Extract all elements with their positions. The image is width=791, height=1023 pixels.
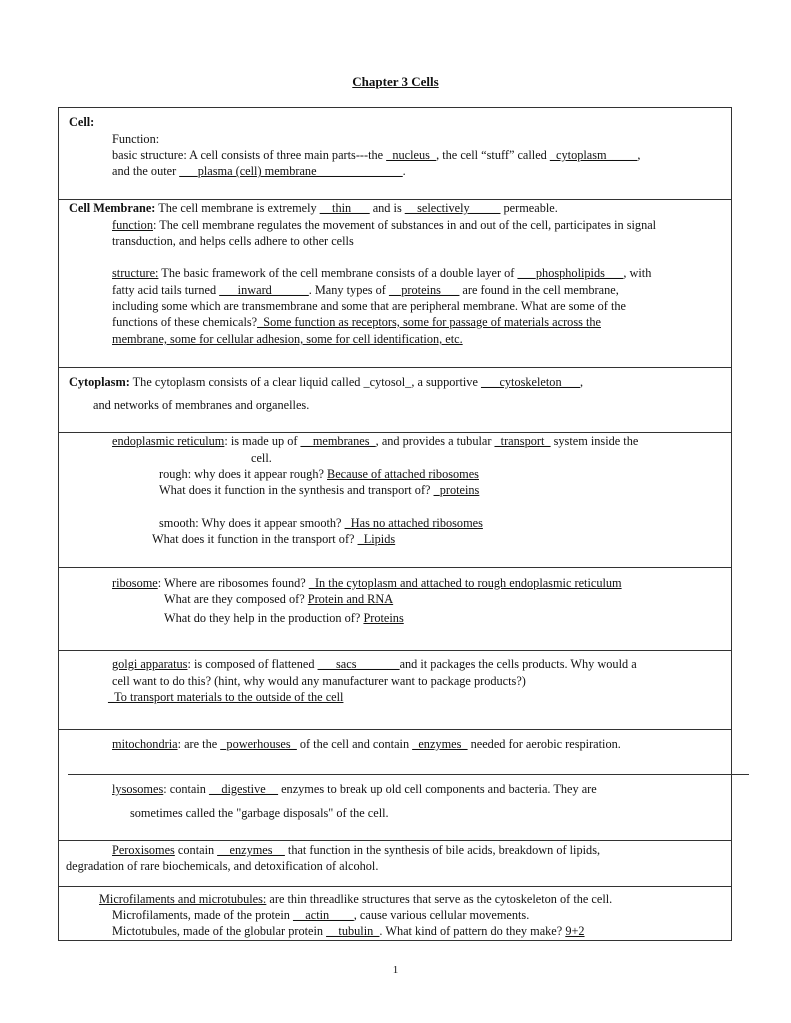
answer-enzymes: _enzymes_ bbox=[412, 737, 468, 751]
text: . Many types of bbox=[308, 283, 389, 297]
function-word: function bbox=[112, 218, 153, 232]
text: basic structure: A cell consists of three main parts---the bbox=[112, 148, 387, 162]
membrane-function-line bbox=[112, 217, 656, 233]
microtubules-line bbox=[112, 923, 585, 939]
text: Mictotubules, made of the globular protein bbox=[112, 924, 327, 938]
golgi-line-2: cell want to do this? (hint, why would any manufacturer want to package products?) bbox=[112, 674, 526, 688]
text: Microfilaments, made of the protein bbox=[112, 908, 293, 922]
text: : is composed of flattened bbox=[187, 657, 318, 671]
text: fatty acid tails turned bbox=[112, 283, 220, 297]
golgi-line bbox=[112, 656, 637, 672]
answer-tubulin: __tubulin_ bbox=[326, 924, 380, 938]
cell-membrane-line bbox=[69, 200, 558, 216]
answer-pattern: 9+2 bbox=[565, 924, 585, 938]
row-divider bbox=[58, 367, 732, 368]
text: contain bbox=[174, 843, 218, 857]
text: . What kind of pattern do they make? bbox=[379, 924, 566, 938]
microfilaments-actin-line bbox=[112, 907, 529, 923]
text: and it packages the cells products. Why would a bbox=[399, 657, 637, 671]
ribosome-composed-line bbox=[164, 591, 393, 607]
lysosomes-name: lysosomes bbox=[112, 782, 164, 796]
er-rough-line bbox=[159, 466, 479, 482]
page-number: 1 bbox=[392, 964, 399, 976]
answer-inward: ___inward______ bbox=[219, 283, 309, 297]
text: : is made up of bbox=[224, 434, 301, 448]
answer-smooth: _Has no attached ribosomes bbox=[344, 516, 483, 530]
text: functions of these chemicals? bbox=[112, 315, 258, 329]
text: , the cell “stuff” called bbox=[436, 148, 550, 162]
answer-sacs: ___sacs_______ bbox=[317, 657, 400, 671]
text: , and provides a tubular bbox=[375, 434, 495, 448]
row-divider bbox=[58, 650, 732, 651]
membrane-tails-line bbox=[112, 282, 619, 298]
er-line bbox=[112, 433, 725, 449]
golgi-name: golgi apparatus bbox=[112, 657, 188, 671]
answer-cytoplasm: _cytoplasm_____ bbox=[549, 148, 638, 162]
ribosome-name: ribosome bbox=[112, 576, 158, 590]
text: and the outer bbox=[112, 164, 180, 178]
cytoplasm-line-2: and networks of membranes and organelles. bbox=[93, 398, 310, 412]
answer-functions-2: membrane, some for cellular adhesion, some for cell identification, etc. bbox=[112, 332, 463, 346]
text: The basic framework of the cell membrane consists of a double layer of bbox=[158, 266, 518, 280]
text: needed for aerobic respiration. bbox=[467, 737, 621, 751]
answer-functions: _Some function as receptors, some for passage of materials across the bbox=[257, 315, 601, 329]
text: What are they composed of? bbox=[164, 592, 308, 606]
answer-membranes: __membranes_ bbox=[300, 434, 376, 448]
text: , with bbox=[623, 266, 652, 280]
answer-rough: Because of attached ribosomes bbox=[327, 467, 479, 481]
page-title: Chapter 3 Cells bbox=[352, 74, 439, 89]
mitochondria-line bbox=[112, 736, 621, 752]
cell-membrane-heading: Cell Membrane: bbox=[69, 201, 156, 215]
answer-membrane: ___plasma (cell) membrane______________ bbox=[179, 164, 403, 178]
row-divider bbox=[58, 567, 732, 568]
answer-peroxisome-enzymes: __enzymes__ bbox=[217, 843, 285, 857]
answer-nucleus: _nucleus_ bbox=[386, 148, 437, 162]
microfilaments-name: Microfilaments and microtubules: bbox=[99, 892, 267, 906]
text: What does it function in the synthesis and transport of? bbox=[159, 483, 434, 497]
text: The cytoplasm consists of a clear liquid called _cytosol_, a supportive bbox=[129, 375, 481, 389]
answer-selectively: __selectively_____ bbox=[404, 201, 501, 215]
peroxisomes-line bbox=[112, 842, 600, 858]
text: : contain bbox=[163, 782, 210, 796]
text: rough: why does it appear rough? bbox=[159, 467, 328, 481]
text: , bbox=[637, 148, 641, 162]
text: . bbox=[402, 164, 406, 178]
text: permeable. bbox=[500, 201, 558, 215]
answer-smooth-function: _Lipids bbox=[357, 532, 396, 546]
answer-cytoskeleton: ___cytoskeleton___ bbox=[481, 375, 581, 389]
text: : Where are ribosomes found? bbox=[157, 576, 309, 590]
er-smooth-line bbox=[159, 515, 483, 531]
answer-powerhouses: _powerhouses_ bbox=[220, 737, 297, 751]
row-divider bbox=[58, 729, 732, 730]
answer-phospholipids: ___phospholipids___ bbox=[517, 266, 624, 280]
answer-transport: _transport_ bbox=[494, 434, 551, 448]
row-divider bbox=[68, 774, 749, 775]
answer-ribosome-composition: Protein and RNA bbox=[307, 592, 394, 606]
membrane-structure-line bbox=[112, 265, 651, 281]
answer-thin: __thin___ bbox=[319, 201, 370, 215]
text: What does it function in the transport of? bbox=[152, 532, 358, 546]
answer-ribosome-location: _In the cytoplasm and attached to rough endoplasmic reticulum bbox=[308, 576, 622, 590]
table-top-border bbox=[58, 107, 732, 108]
text: that function in the synthesis of bile acids, breakdown of lipids, bbox=[284, 843, 601, 857]
text: , cause various cellular movements. bbox=[353, 908, 530, 922]
ribosome-production-line bbox=[164, 610, 404, 626]
text: enzymes to break up old cell components and bacteria. They are bbox=[278, 782, 597, 796]
answer-golgi: _To transport materials to the outside of the cell bbox=[108, 690, 344, 704]
text: The cell membrane is extremely bbox=[155, 201, 320, 215]
text: are thin threadlike structures that serve as the cytoskeleton of the cell. bbox=[266, 892, 613, 906]
microfilaments-line bbox=[99, 891, 612, 907]
peroxisomes-line-2: degradation of rare biochemicals, and detoxification of alcohol. bbox=[66, 859, 379, 873]
structure-word: structure: bbox=[112, 266, 159, 280]
lysosomes-line bbox=[112, 781, 597, 797]
text: smooth: Why does it appear smooth? bbox=[159, 516, 345, 530]
text: of the cell and contain bbox=[296, 737, 413, 751]
answer-ribosome-production: Proteins bbox=[363, 611, 404, 625]
cell-function-label: Function: bbox=[112, 132, 160, 146]
er-smooth-function-line bbox=[152, 531, 395, 547]
text: : The cell membrane regulates the movement of substances in and out of the cell, participates in signal bbox=[152, 218, 657, 232]
er-rough-function-line bbox=[159, 482, 479, 498]
cytoplasm-heading: Cytoplasm: bbox=[69, 375, 130, 389]
text: are found in the cell membrane, bbox=[459, 283, 619, 297]
cell-heading: Cell: bbox=[69, 115, 95, 129]
text: : are the bbox=[177, 737, 221, 751]
row-divider bbox=[58, 840, 732, 841]
er-line-cont: cell. bbox=[251, 451, 272, 465]
cytoplasm-line bbox=[69, 374, 583, 390]
answer-proteins: __proteins___ bbox=[388, 283, 460, 297]
er-name: endoplasmic reticulum bbox=[112, 434, 225, 448]
row-divider bbox=[58, 886, 732, 887]
membrane-functions-line bbox=[112, 314, 601, 330]
mitochondria-name: mitochondria bbox=[112, 737, 178, 751]
cell-structure-line bbox=[112, 147, 640, 163]
membrane-transmembrane-line: including some which are transmembrane and some that are peripheral membrane. What are some of the bbox=[112, 299, 626, 313]
answer-actin: __actin____ bbox=[292, 908, 354, 922]
peroxisomes-name: Peroxisomes bbox=[112, 843, 175, 857]
cell-outer-line bbox=[112, 163, 406, 179]
answer-rough-function: _proteins bbox=[433, 483, 480, 497]
text: and is bbox=[369, 201, 405, 215]
table-bottom-border bbox=[58, 940, 732, 941]
answer-digestive: __digestive__ bbox=[209, 782, 279, 796]
text: system inside the bbox=[550, 434, 639, 448]
lysosomes-line-2: sometimes called the "garbage disposals" of the cell. bbox=[130, 806, 389, 820]
text: What do they help in the production of? bbox=[164, 611, 364, 625]
ribosome-line bbox=[112, 575, 622, 591]
text: , bbox=[580, 375, 584, 389]
membrane-function-line-2: transduction, and helps cells adhere to other cells bbox=[112, 234, 354, 248]
